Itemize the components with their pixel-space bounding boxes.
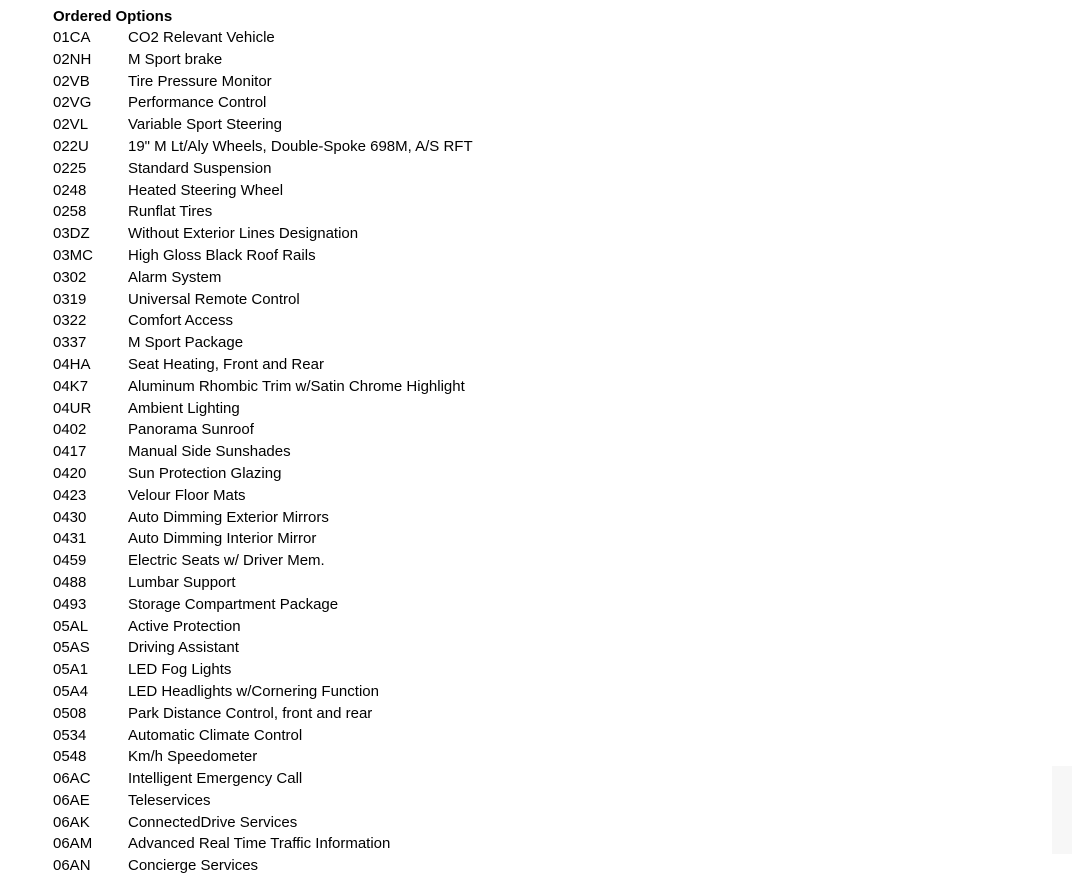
option-code: 06AE [53, 791, 90, 809]
option-row [53, 637, 1033, 659]
option-description: Variable Sport Steering [128, 116, 282, 134]
option-description: Panorama Sunroof [128, 421, 254, 439]
option-row [53, 703, 1033, 725]
option-row [53, 114, 1033, 136]
option-row [53, 332, 1033, 354]
section-title: Ordered Options [53, 8, 173, 25]
option-description: Driving Assistant [128, 639, 239, 657]
option-description: Aluminum Rhombic Trim w/Satin Chrome Highlight [128, 377, 465, 395]
option-code: 0423 [53, 486, 87, 504]
option-row [53, 158, 1033, 180]
option-row [53, 223, 1033, 245]
option-description: Tire Pressure Monitor [128, 72, 272, 90]
option-description: Ambient Lighting [128, 399, 240, 417]
option-code: 0548 [53, 748, 87, 766]
option-code: 05A4 [53, 682, 89, 700]
option-code: 0459 [53, 552, 87, 570]
option-description: Electric Seats w/ Driver Mem. [128, 552, 325, 570]
option-code: 0258 [53, 203, 87, 221]
option-code: 0493 [53, 595, 87, 613]
option-row [53, 136, 1033, 158]
option-description: ConnectedDrive Services [128, 813, 298, 831]
option-row [53, 594, 1033, 616]
option-code: 04K7 [53, 377, 89, 395]
option-description: 19" M Lt/Aly Wheels, Double-Spoke 698M, A/S RFT [128, 137, 473, 155]
option-row [53, 572, 1033, 594]
option-code: 0319 [53, 290, 87, 308]
option-description: Km/h Speedometer [128, 748, 258, 766]
option-description: Active Protection [128, 617, 241, 635]
option-row [53, 49, 1033, 71]
option-description: Heated Steering Wheel [128, 181, 284, 199]
option-row [53, 616, 1033, 638]
option-description: Intelligent Emergency Call [128, 770, 303, 788]
option-row [53, 528, 1033, 550]
option-row [53, 289, 1033, 311]
option-row [53, 790, 1033, 812]
option-code: 0225 [53, 159, 87, 177]
option-code: 05AL [53, 617, 89, 635]
option-description: Automatic Climate Control [128, 726, 303, 744]
option-description: Auto Dimming Interior Mirror [128, 530, 317, 548]
option-row [53, 463, 1033, 485]
option-description: Advanced Real Time Traffic Information [128, 835, 391, 853]
option-code: 0534 [53, 726, 87, 744]
option-code: 0402 [53, 421, 87, 439]
option-row [53, 681, 1033, 703]
option-description: Park Distance Control, front and rear [128, 704, 373, 722]
option-code: 05A1 [53, 661, 89, 679]
option-code: 06AN [53, 857, 91, 875]
option-description: Lumbar Support [128, 573, 236, 591]
option-code: 06AC [53, 770, 91, 788]
option-row [53, 725, 1033, 747]
option-code: 0337 [53, 334, 87, 352]
option-code: 05AS [53, 639, 90, 657]
option-code: 01CA [53, 29, 91, 46]
option-row [53, 376, 1033, 398]
option-row [53, 768, 1033, 790]
option-description: Alarm System [128, 268, 222, 286]
option-description: Concierge Services [128, 857, 259, 875]
option-code: 02VG [53, 94, 92, 112]
option-row [53, 201, 1033, 223]
option-code: 0431 [53, 530, 87, 548]
option-description: Sun Protection Glazing [128, 464, 282, 482]
option-row [53, 507, 1033, 529]
option-code: 03MC [53, 246, 94, 264]
option-code: 0420 [53, 464, 87, 482]
option-description: Manual Side Sunshades [128, 443, 291, 461]
option-row [53, 245, 1033, 267]
option-code: 022U [53, 137, 89, 155]
option-code: 0508 [53, 704, 87, 722]
option-row [53, 812, 1033, 834]
option-code: 0322 [53, 312, 87, 330]
option-row [53, 833, 1033, 855]
option-description: CO2 Relevant Vehicle [128, 29, 275, 46]
option-code: 02VB [53, 72, 90, 90]
option-description: LED Fog Lights [128, 661, 232, 679]
option-code: 06AK [53, 813, 90, 831]
option-description: Universal Remote Control [128, 290, 300, 308]
option-row [53, 71, 1033, 93]
option-description: Without Exterior Lines Designation [128, 225, 359, 243]
options-list [53, 27, 1033, 877]
option-description: M Sport Package [128, 334, 244, 352]
option-code: 02NH [53, 50, 92, 68]
option-code: 04HA [53, 355, 91, 373]
option-code: 0302 [53, 268, 87, 286]
option-row [53, 746, 1033, 768]
option-row [53, 659, 1033, 681]
option-code: 04UR [53, 399, 92, 417]
option-row [53, 180, 1033, 202]
option-description: Storage Compartment Package [128, 595, 339, 613]
option-row [53, 27, 1033, 49]
option-description: Seat Heating, Front and Rear [128, 355, 324, 373]
option-code: 0417 [53, 443, 87, 461]
option-description: Teleservices [128, 791, 211, 809]
option-description: Auto Dimming Exterior Mirrors [128, 508, 329, 526]
option-code: 02VL [53, 116, 89, 134]
page-edge-strip [1052, 766, 1072, 854]
option-row [53, 310, 1033, 332]
option-code: 03DZ [53, 225, 90, 243]
option-description: LED Headlights w/Cornering Function [128, 682, 379, 700]
option-row [53, 441, 1033, 463]
option-description: Comfort Access [128, 312, 234, 330]
option-description: High Gloss Black Roof Rails [128, 246, 316, 264]
option-row [53, 92, 1033, 114]
option-description: Standard Suspension [128, 159, 272, 177]
option-row [53, 485, 1033, 507]
option-row [53, 398, 1033, 420]
option-row [53, 550, 1033, 572]
option-code: 0430 [53, 508, 87, 526]
ordered-options-document [53, 7, 1033, 877]
option-description: M Sport brake [128, 50, 223, 68]
option-code: 06AM [53, 835, 93, 853]
option-description: Runflat Tires [128, 203, 213, 221]
option-row [53, 354, 1033, 376]
option-code: 0488 [53, 573, 87, 591]
option-description: Velour Floor Mats [128, 486, 246, 504]
option-description: Performance Control [128, 94, 267, 112]
option-row [53, 419, 1033, 441]
option-row [53, 855, 1033, 877]
option-row [53, 267, 1033, 289]
option-code: 0248 [53, 181, 87, 199]
